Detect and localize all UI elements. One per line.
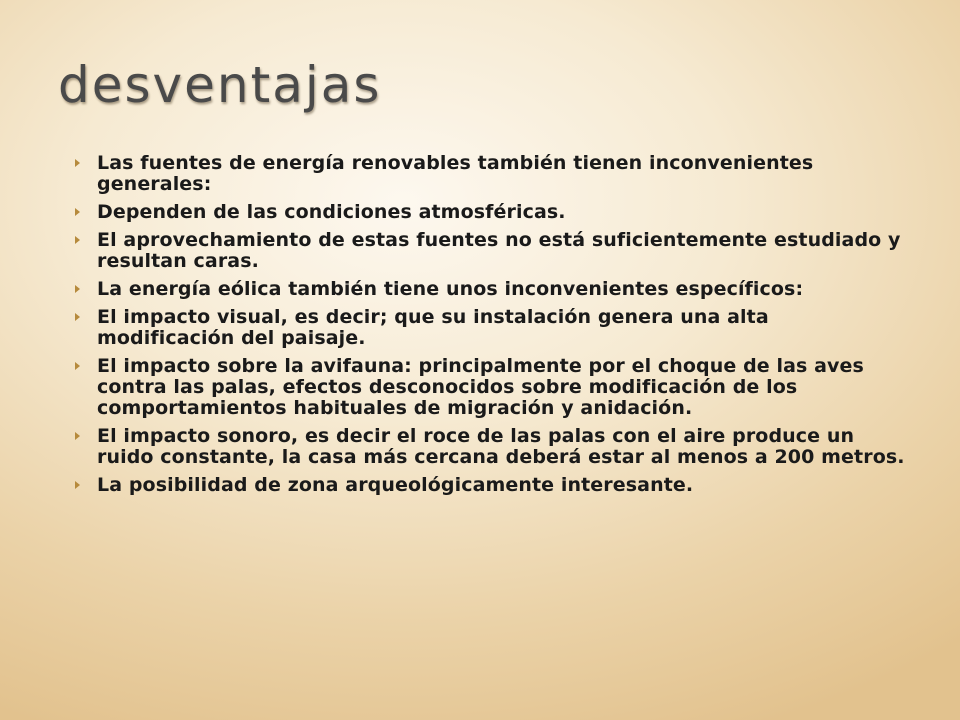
triangle-right-icon	[75, 362, 80, 370]
bullet-item	[72, 279, 912, 300]
triangle-right-icon	[75, 208, 80, 216]
triangle-right-icon	[75, 313, 80, 321]
bullet-item	[72, 356, 912, 419]
bullet-text: La posibilidad de zona arqueológicamente interesante.	[97, 474, 694, 496]
bullet-text: El impacto sobre la avifauna: principalmente por el choque de las aves contra las palas, efectos desconocidos sobre modificación de los comportamientos habituales de migración y anidación.	[97, 355, 864, 419]
bullet-text: El impacto visual, es decir; que su instalación genera una alta modificación del paisaje.	[97, 306, 769, 349]
bullet-item	[72, 475, 912, 496]
bullet-list	[72, 153, 912, 503]
triangle-right-icon	[75, 481, 80, 489]
triangle-right-icon	[75, 432, 80, 440]
bullet-item	[72, 307, 912, 349]
bullet-item	[72, 153, 912, 195]
bullet-text: El aprovechamiento de estas fuentes no está suficientemente estudiado y resultan caras.	[97, 229, 901, 272]
bullet-text: Dependen de las condiciones atmosféricas.	[97, 201, 566, 223]
bullet-text: Las fuentes de energía renovables también tienen inconvenientes generales:	[97, 152, 814, 195]
slide-title: desventajas	[58, 56, 382, 114]
triangle-right-icon	[75, 159, 80, 167]
bullet-item	[72, 230, 912, 272]
triangle-right-icon	[75, 285, 80, 293]
bullet-item	[72, 426, 912, 468]
bullet-text: La energía eólica también tiene unos inconvenientes específicos:	[97, 278, 804, 300]
bullet-item	[72, 202, 912, 223]
triangle-right-icon	[75, 236, 80, 244]
bullet-text: El impacto sonoro, es decir el roce de las palas con el aire produce un ruido constante, la casa más cercana deberá estar al menos a 200 metros.	[97, 425, 905, 468]
